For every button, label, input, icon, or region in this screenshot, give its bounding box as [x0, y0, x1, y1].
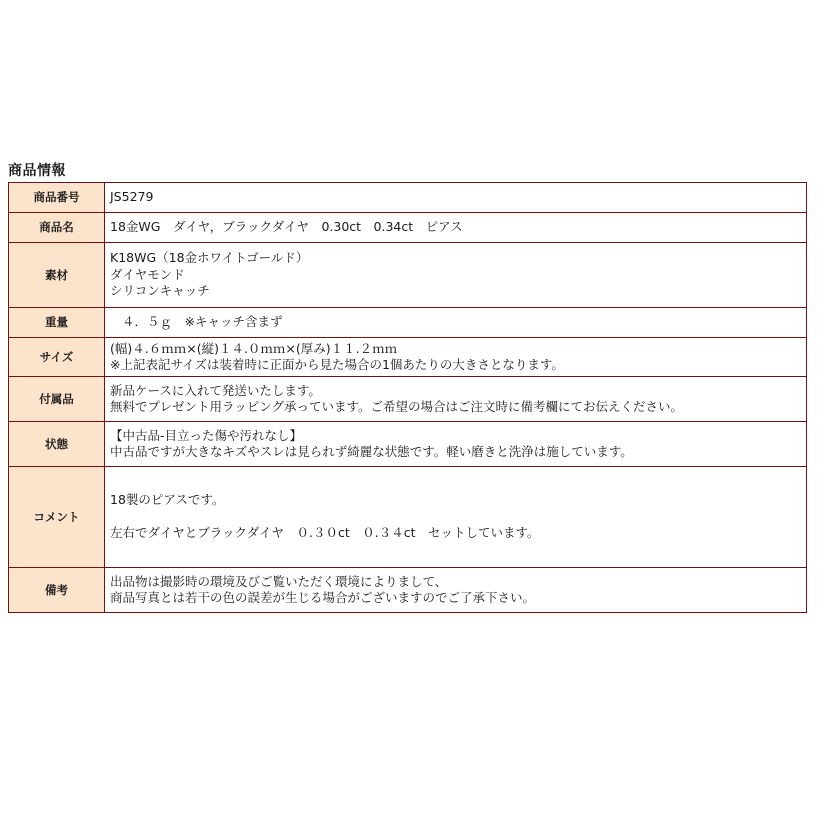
table-row-accessories — [9, 377, 807, 422]
size-line-2: ※上記表記サイズは装着時に正面から見た場合の1個あたりの大きさとなります。 — [110, 357, 564, 372]
accessories-line-1: 新品ケースに入れて発送いたします。 — [110, 382, 321, 398]
material-line-3: シリコンキャッチ — [110, 283, 210, 299]
condition-label: 状態 — [9, 422, 105, 467]
comment-line-1: 18製のピアスです。 — [110, 492, 225, 508]
accessories-value — [105, 377, 807, 422]
product-name-label: 商品名 — [9, 213, 105, 243]
size-value — [105, 338, 807, 377]
condition-line-1: 【中古品-目立った傷や汚れなし】 — [110, 427, 303, 443]
remarks-label: 備考 — [9, 568, 105, 613]
table-row-remarks — [9, 568, 807, 613]
table-row-product-number — [9, 183, 807, 213]
table-row-condition — [9, 422, 807, 467]
material-line-1: K18WG（18金ホワイトゴールド） — [110, 250, 309, 266]
weight-value — [105, 308, 807, 338]
condition-value — [105, 422, 807, 467]
section-title: 商品情報 — [8, 163, 66, 179]
size-label: サイズ — [9, 338, 105, 377]
table-row-product-name — [9, 213, 807, 243]
comment-value — [105, 467, 807, 568]
product-info-table — [8, 182, 807, 613]
accessories-line-2: 無料でプレゼント用ラッピング承っています。ご希望の場合はご注文時に備考欄にてお伝えください。 — [110, 399, 684, 414]
comment-label: コメント — [9, 467, 105, 568]
remarks-line-1: 出品物は撮影時の環境及びご覧いただく環境によりまして、 — [110, 573, 448, 589]
remarks-value — [105, 568, 807, 613]
remarks-line-2: 商品写真とは若干の色の誤差が生じる場合がございますのでご了承下さい。 — [110, 590, 536, 605]
condition-line-2: 中古品ですが大きなキズやスレは見られず綺麗な状態です。軽い磨きと洗浄は施しています。 — [110, 444, 633, 459]
comment-blank-line — [110, 509, 800, 526]
product-number-text: JS5279 — [110, 189, 154, 205]
material-label: 素材 — [9, 243, 105, 308]
product-name-text: 18金WG ダイヤ，ブラックダイヤ 0.30ct 0.34ct ピアス — [110, 219, 463, 235]
size-line-1: (幅)４.６ｍｍ×(縦)１４.０ｍｍ×(厚み)１１.２ｍｍ — [110, 340, 398, 356]
table-row-comment — [9, 467, 807, 568]
product-number-value — [105, 183, 807, 213]
product-number-label: 商品番号 — [9, 183, 105, 213]
accessories-label: 付属品 — [9, 377, 105, 422]
comment-line-2: 左右でダイヤとブラックダイヤ ０.３０ct ０.３４ct セットしています。 — [110, 525, 540, 541]
table-row-weight — [9, 308, 807, 338]
weight-label: 重量 — [9, 308, 105, 338]
table-row-size — [9, 338, 807, 377]
product-name-value — [105, 213, 807, 243]
material-value — [105, 243, 807, 308]
material-line-2: ダイヤモンド — [110, 266, 185, 282]
weight-text: ４．５ｇ ※キャッチ含まず — [122, 314, 283, 330]
table-row-material — [9, 243, 807, 308]
